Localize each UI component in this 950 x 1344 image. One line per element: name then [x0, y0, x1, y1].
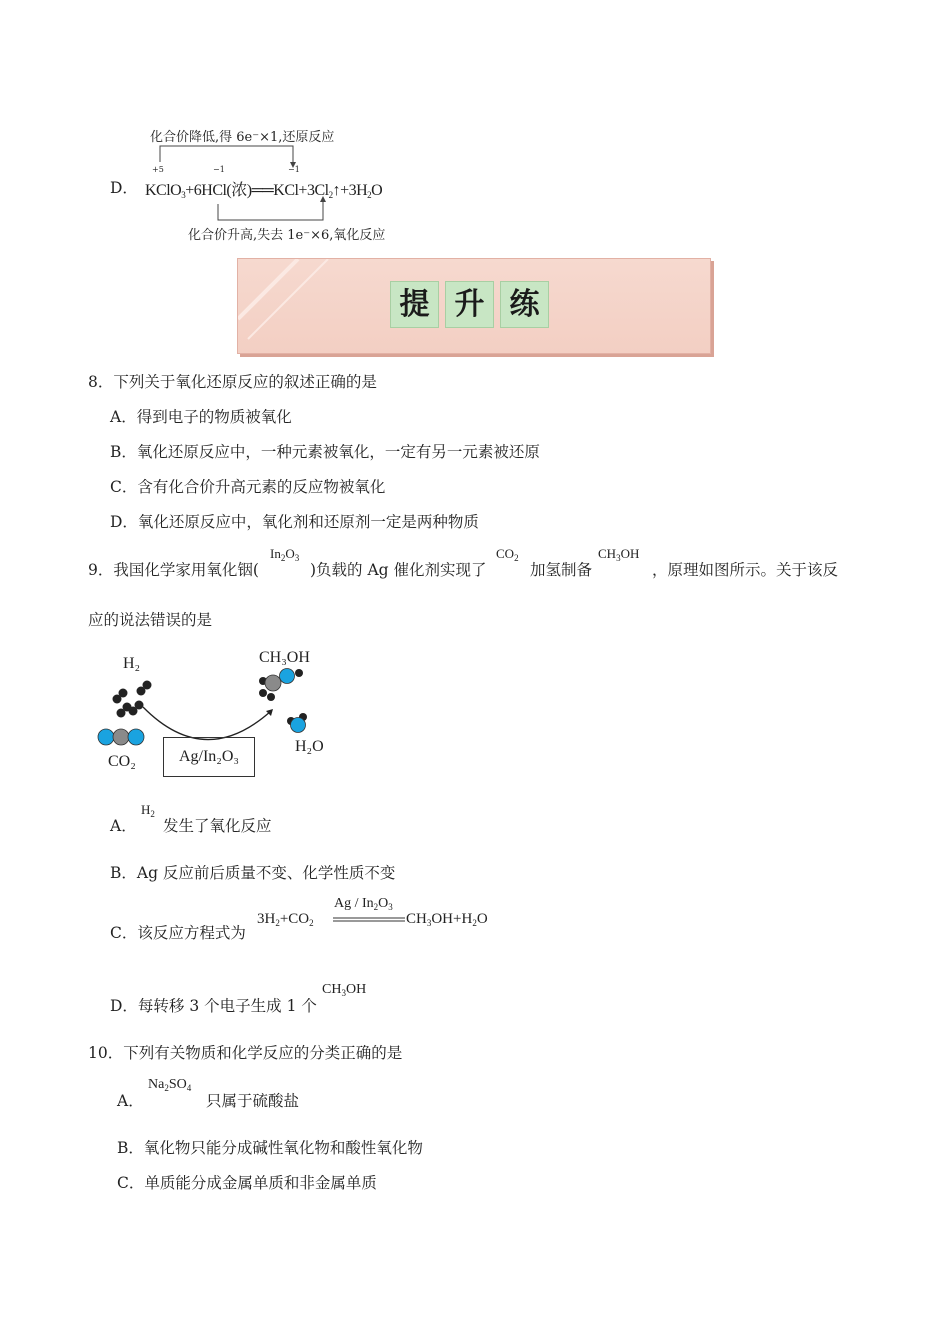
- q9-stem-line2: 应的说法错误的是: [88, 611, 213, 629]
- f-sub: 3: [388, 902, 393, 912]
- eq-co: +CO: [279, 911, 310, 927]
- f-sub: 3: [341, 988, 346, 998]
- q7d-bottom-note: 化合价升高,失去 1e⁻×6,氧化反应: [188, 228, 386, 243]
- q9-option-d-text: D．每转移 3 个电子生成 1 个: [110, 997, 317, 1015]
- ox-state-minus1-hcl: −1: [213, 165, 225, 174]
- f-sub: 2: [164, 1083, 169, 1093]
- eq-mid: +6HCl(浓)══KCl+3Cl: [185, 182, 329, 199]
- f-h: H: [141, 802, 151, 817]
- label-h2o: H₂O: [295, 738, 324, 755]
- q9-option-c-products: [406, 911, 488, 928]
- f-sub: 3: [616, 553, 621, 563]
- q9-formula-co2: [496, 546, 519, 563]
- section-banner: [237, 258, 711, 354]
- q9-stem-c: 加氢制备: [530, 561, 593, 579]
- q10-stem: 10．下列有关物质和化学反应的分类正确的是: [88, 1044, 403, 1062]
- eq-sub: 2: [328, 190, 333, 200]
- f-so: SO: [168, 1077, 187, 1092]
- f-sub: 3: [294, 553, 300, 563]
- f-sub: 2: [309, 918, 314, 928]
- banner-char: 提: [390, 281, 439, 328]
- label-h2: H₂: [123, 655, 141, 672]
- banner-decoration: [238, 259, 358, 353]
- oxidation-bracket: [218, 200, 323, 220]
- reaction-arrow: [143, 707, 271, 740]
- eq-sub: 2: [367, 190, 372, 200]
- q8-option-d: D．氧化还原反应中，氧化剂和还原剂一定是两种物质: [110, 513, 479, 531]
- f-sub: 2: [150, 809, 155, 819]
- ox-state-minus1-kcl: −1: [288, 165, 300, 174]
- q7d-top-note: 化合价降低,得 6e⁻×1,还原反应: [150, 130, 335, 145]
- eq-end: +3H: [340, 182, 368, 199]
- q9-reaction-diagram: [95, 645, 345, 780]
- f-na: Na: [148, 1077, 165, 1092]
- q9-option-a-text: 发生了氧化反应: [163, 817, 272, 835]
- ox-state-plus5: +5: [152, 165, 164, 174]
- f-in: In: [270, 546, 281, 561]
- banner-char: 升: [445, 281, 494, 328]
- f-sub: 2: [472, 918, 477, 928]
- reduction-bracket: [160, 146, 293, 164]
- q9-option-c-condition: [334, 896, 393, 912]
- q9-stem-d: ，原理如图所示。关于该反: [652, 561, 839, 579]
- q8-option-a: A．得到电子的物质被氧化: [110, 408, 292, 426]
- h2-molecules: [113, 681, 152, 718]
- cond-ag-in: Ag / In: [334, 896, 374, 911]
- q10-option-c: C．单质能分成金属单质和非金属单质: [117, 1174, 377, 1192]
- eq-o: O: [476, 911, 488, 927]
- q8-option-c: C．含有化合价升高元素的反应物被氧化: [110, 478, 386, 496]
- q9-formula-in2o3: [270, 546, 299, 563]
- f-sub: 2: [275, 918, 280, 928]
- co2-molecule: [98, 729, 144, 745]
- q9-option-c-reactants: [257, 911, 314, 928]
- f-sub: 2: [373, 902, 379, 912]
- f-ch: CH: [322, 982, 342, 997]
- cond-o: O: [378, 896, 389, 911]
- f-sub: 2: [280, 553, 286, 563]
- q9-option-a-label: A．: [110, 817, 137, 835]
- eq-kclo: KClO: [145, 182, 182, 199]
- q10-option-a-label: A．: [117, 1092, 144, 1110]
- q9-option-c-label: C．该反应方程式为: [110, 924, 246, 942]
- f-co: CO: [496, 546, 515, 561]
- eq-ch: CH: [406, 911, 427, 927]
- q7d-equation: [145, 177, 382, 200]
- eq-o: O: [371, 182, 383, 199]
- q8-stem: 8．下列关于氧化还原反应的叙述正确的是: [88, 373, 377, 391]
- f-sub: 2: [514, 553, 519, 563]
- label-co2: CO₂: [108, 753, 136, 770]
- q10-option-a-formula: [148, 1077, 191, 1093]
- f-sub: 4: [186, 1083, 192, 1093]
- label-ch3oh: CH₃OH: [259, 649, 310, 666]
- f-oh: OH: [620, 546, 640, 561]
- gas-arrow: ↑: [332, 182, 341, 199]
- q10-option-a-text: 只属于硫酸盐: [206, 1092, 300, 1110]
- banner-title: [390, 281, 549, 328]
- f-oh: OH: [345, 982, 367, 997]
- q9-stem-a: 9．我国化学家用氧化铟(: [88, 561, 259, 579]
- q7d-label: D．: [110, 179, 138, 197]
- q9-option-b: B．Ag 反应前后质量不变、化学性质不变: [110, 864, 396, 882]
- f-o: O: [285, 546, 295, 561]
- f-ch: CH: [598, 546, 617, 561]
- f-sub: 3: [426, 918, 432, 928]
- eq-oh-h: OH+H: [431, 911, 473, 927]
- equals-double-line: [333, 917, 405, 923]
- q9-formula-ch3oh: [598, 546, 639, 563]
- q9-stem-b: )负载的 Ag 催化剂实现了: [310, 561, 487, 579]
- catalyst-box: Ag/In₂O₃: [163, 737, 255, 777]
- q9-option-d-formula: [322, 982, 366, 998]
- eq-sub: 3: [181, 190, 186, 200]
- q8-option-b: B．氧化还原反应中，一种元素被氧化，一定有另一元素被还原: [110, 443, 540, 461]
- ch3oh-molecule: [259, 669, 303, 702]
- q9-option-a-formula: [141, 802, 155, 819]
- h2o-molecule: [287, 713, 307, 733]
- q10-option-b: B．氧化物只能分成碱性氧化物和酸性氧化物: [117, 1139, 423, 1157]
- eq-3h: 3H: [257, 911, 276, 927]
- banner-char: 练: [500, 281, 549, 328]
